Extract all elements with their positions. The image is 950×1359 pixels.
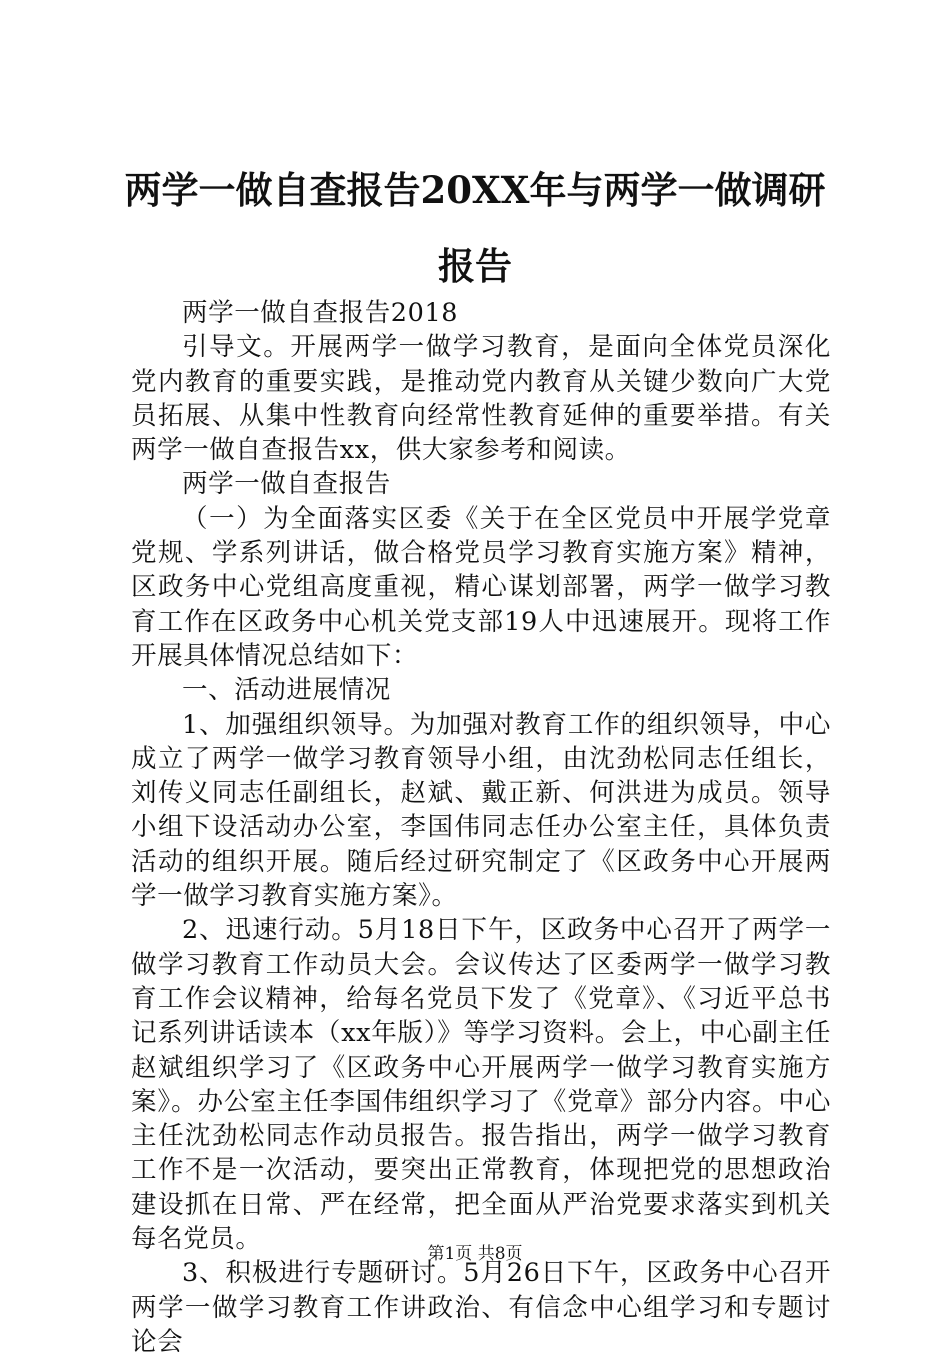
- paragraph-item-3: 3、积极进行专题研讨。5月26日下午，区政务中心召开两学一做学习教育工作讲政治、有信念中心组学习和专题讨论会: [131, 1258, 831, 1357]
- paragraph-section-one: （一）为全面落实区委《关于在全区党员中开展学党章党规、学系列讲话，做合格党员学习教育实施方案》精神，区政务中心党组高度重视，精心谋划部署，两学一做学习教育工作在区政务中心机关党支部19人中迅速展开。现将工作开展具体情况总结如下：: [131, 503, 831, 671]
- paragraph-progress-heading: 一、活动进展情况: [182, 675, 391, 706]
- paragraph-item-2: 2、迅速行动。5月18日下午，区政务中心召开了两学一做学习教育工作动员大会。会议传达了区委两学一做学习教育工作会议精神，给每名党员下发了《党章》、《习近平总书记系列讲话读本（xx年版）》等学习资料。会上，中心副主任赵斌组织学习了《区政务中心开展两学一做学习教育实施方案》。办公室主任李国伟组织学习了《党章》部分内容。中心主任沈劲松同志作动员报告。报告指出，两学一做学习教育工作不是一次活动，要突出正常教育，体现把党的思想政治建设抓在日常、严在经常，把全面从严治党要求落实到机关每名党员。: [131, 915, 831, 1255]
- paragraph-subtitle: 两学一做自查报告2018: [182, 298, 459, 328]
- paragraph-intro: 引导文。开展两学一做学习教育，是面向全体党员深化党内教育的重要实践，是推动党内教育从关键少数向广大党员拓展、从集中性教育向经常性教育延伸的重要举措。有关两学一做自查报告xx，供大家参考和阅读。: [131, 332, 831, 466]
- page-footer: 第1页 共8页: [427, 1244, 523, 1264]
- paragraph-item-1: 1、加强组织领导。为加强对教育工作的组织领导，中心成立了两学一做学习教育领导小组，由沈劲松同志任组长，刘传义同志任副组长，赵斌、戴正新、何洪进为成员。领导小组下设活动办公室，李国伟同志任办公室主任，具体负责活动的组织开展。随后经过研究制定了《区政务中心开展两学一做学习教育实施方案》。: [131, 709, 831, 912]
- paragraph-heading: 两学一做自查报告: [182, 469, 391, 500]
- document-title: 两学一做自查报告20XX年与两学一做调研报告: [124, 168, 826, 288]
- document-body: [131, 296, 831, 1359]
